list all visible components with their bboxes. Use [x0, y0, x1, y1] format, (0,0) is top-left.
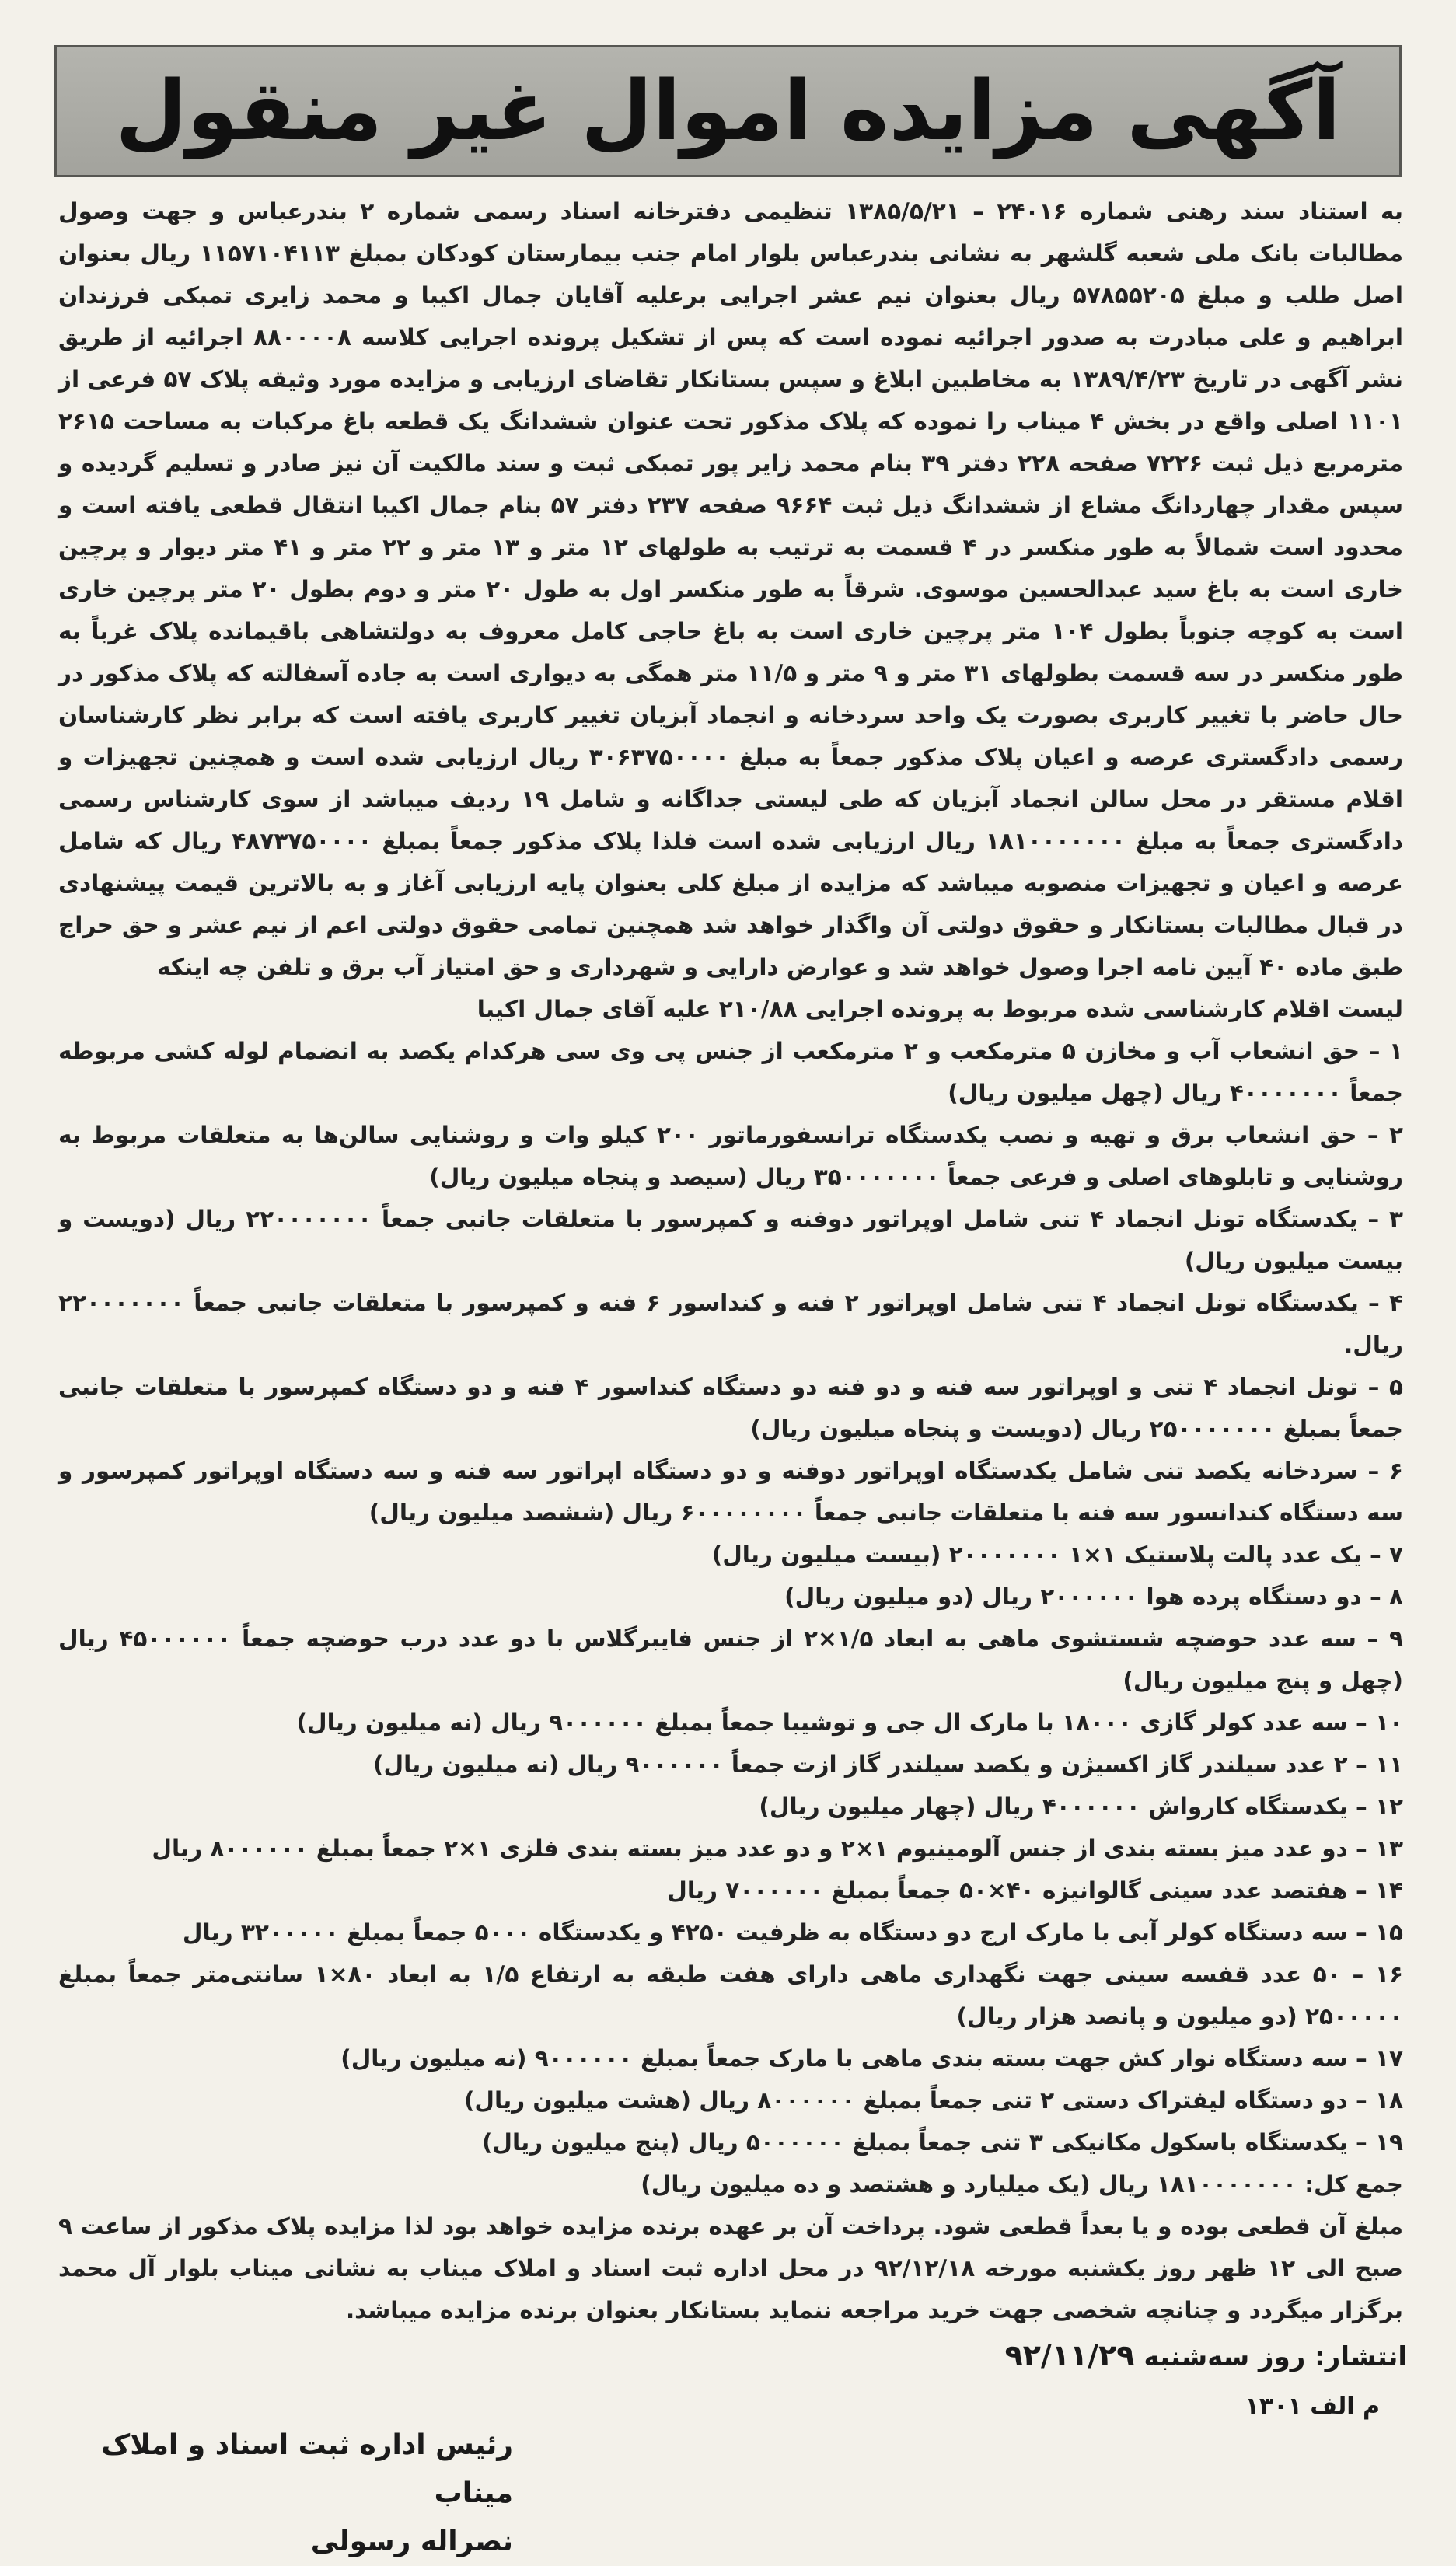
list-item: ۲ – حق انشعاب برق و تهیه و نصب یکدستگاه ترانسفورماتور ۲۰۰ کیلو وات و روشنایی سالن‌ها به متعلقات مربوط به روشنایی و تابلوهای اصلی و فرعی جمعاً ۳۵۰۰۰۰۰۰۰ ریال (سیصد و پنجاه میلیون ریال)	[58, 1122, 1403, 1190]
list-item: ۱۰ – سه عدد کولر گازی ۱۸۰۰۰ با مارک ال جی و توشیبا جمعاً بمبلغ ۹۰۰۰۰۰۰ ریال (نه میلیون ریال)	[296, 1709, 1403, 1736]
notice-body	[58, 190, 1403, 2331]
publication-label: انتشار: روز سه‌شنبه	[1144, 2341, 1407, 2372]
intro-paragraph: به استناد سند رهنی شماره ۲۴۰۱۶ – ۱۳۸۵/۵/۲۱ تنظیمی دفترخانه اسناد رسمی شماره ۲ بندرعباس و جهت وصول مطالبات بانک ملی شعبه گلشهر به نشانی بندرعباس بلوار امام جنب بیمارستان کودکان بمبلغ ۱۱۵۷۱۰۴۱۱۳ ریال بعنوان اصل طلب و مبلغ ۵۷۸۵۵۲۰۵ ریال بعنوان نیم عشر اجرایی برعلیه آقایان جمال اکیبا و محمد زایری تمبکی فرزندان ابراهیم و علی مبادرت به صدور اجرائیه نموده است که پس از تشکیل پرونده اجرایی کلاسه ۸۸۰۰۰۰۸ اجرائیه از طریق نشر آگهی در تاریخ ۱۳۸۹/۴/۲۳ به مخاطبین ابلاغ و سپس بستانکار تقاضای ارزیابی و مزایده مورد وثیقه پلاک ۵۷ فرعی از ۱۱۰۱ اصلی واقع در بخش ۴ میناب را نموده که پلاک مذکور تحت عنوان ششدانگ یک قطعه باغ مرکبات به مساحت ۲۶۱۵ مترمربع ذیل ثبت ۷۲۲۶ صفحه ۲۲۸ دفتر ۳۹ بنام محمد زایر پور تمبکی ثبت و سند مالکیت آن نیز صادر و تسلیم گردیده و سپس مقدار چهاردانگ مشاع از ششدانگ ذیل ثبت ۹۶۶۴ صفحه ۲۳۷ دفتر ۵۷ بنام جمال اکیبا انتقال قطعی یافته است و محدود است شمالاً به طور منکسر در ۴ قسمت به ترتیب به طولهای ۱۲ متر و ۱۳ متر و ۲۲ متر و ۴۱ متر دیوار و پرچین خاری است به باغ سید عبدالحسین موسوی. شرقاً به طور منکسر اول به طول ۲۰ متر و دوم بطول ۲۰ متر پرچین خاری است به کوچه جنوباً بطول ۱۰۴ متر پرچین خاری است به باغ حاجی کامل معروف به دولتشاهی باقیمانده پلاک غرباً به طور منکسر در سه قسمت بطولهای ۳۱ متر و ۹ متر و ۱۱/۵ متر همگی به دیواری است به جاده آسفالته که پلاک مذکور در حال حاضر با تغییر کاربری بصورت یک واحد سردخانه و انجماد آبزیان تغییر کاربری یافته است که برابر نظر کارشناسان رسمی دادگستری عرصه و اعیان پلاک مذکور جمعاً به مبلغ ۳۰۶۳۷۵۰۰۰۰ ریال ارزیابی شده است و همچنین تجهیزات و اقلام مستقر در محل سالن انجماد آبزیان که طی لیستی جداگانه و شامل ۱۹ ردیف میباشد از سوی کارشناس رسمی دادگستری جمعاً به مبلغ ۱۸۱۰۰۰۰۰۰۰ ریال ارزیابی شده است فلذا پلاک مذکور جمعاً بمبلغ ۴۸۷۳۷۵۰۰۰۰ ریال که شامل عرصه و اعیان و تجهیزات منصوبه میباشد که مزایده از مبلغ کلی بعنوان پایه ارزیابی آغاز و به بالاترین قیمت پیشنهادی در قبال مطالبات بستانکار و حقوق دولتی آن واگذار خواهد شد همچنین تمامی حقوق دولتی اعم از نیم عشر و حق حراج طبق ماده ۴۰ آیین نامه اجرا وصول خواهد شد و عوارض دارایی و شهرداری و حق امتیاز آب برق و تلفن چه اینکه	[58, 198, 1404, 980]
list-item: ۱۸ – دو دستگاه لیفتراک دستی ۲ تنی جمعاً بمبلغ ۸۰۰۰۰۰۰ ریال (هشت میلیون ریال)	[463, 2087, 1403, 2114]
list-item: ۱۱ – ۲ عدد سیلندر گاز اکسیژن و یکصد سیلندر گاز ازت جمعاً ۹۰۰۰۰۰۰ ریال (نه میلیون ریال)	[372, 1751, 1403, 1778]
signature-block	[47, 2421, 513, 2566]
publication-line	[62, 2336, 1407, 2376]
list-item: ۶ – سردخانه یکصد تنی شامل یکدستگاه اوپراتور دوفنه و دو دستگاه اپراتور سه فنه و سه دستگاه اوپراتور کمپرسور و سه دستگاه کندانسور سه فنه با متعلقات جانبی جمعاً ۶۰۰۰۰۰۰۰۰ ریال (ششصد میلیون ریال)	[58, 1458, 1403, 1526]
list-item: ۷ – یک عدد پالت پلاستیک ۱×۱ ۲۰۰۰۰۰۰۰ (بیست میلیون ریال)	[711, 1541, 1403, 1568]
signer-title: رئیس اداره ثبت اسناد و املاک میناب	[101, 2429, 513, 2509]
list-item: ۱۳ – دو عدد میز بسته بندی از جنس آلومینیوم ۱×۲ و دو عدد میز بسته بندی فلزی ۱×۲ جمعاً بمبلغ ۸۰۰۰۰۰۰ ریال	[152, 1835, 1403, 1862]
title-banner	[54, 45, 1402, 177]
items-list-heading: لیست اقلام کارشناسی شده مربوط به پرونده اجرایی ۲۱۰/۸۸ علیه آقای جمال اکیبا	[477, 996, 1403, 1022]
publication-date: ۹۲/۱۱/۲۹	[1004, 2338, 1135, 2372]
list-item: ۵ – تونل انجماد ۴ تنی و اوپراتور سه فنه و دو فنه دو دستگاه کنداسور ۴ فنه و دو دستگاه کمپرسور با متعلقات جانبی جمعاً بمبلغ ۲۵۰۰۰۰۰۰۰ ریال (دویست و پنجاه میلیون ریال)	[58, 1374, 1403, 1442]
total-amount: جمع کل: ۱۸۱۰۰۰۰۰۰۰ ریال (یک میلیارد و هشتصد و ده میلیون ریال)	[641, 2171, 1403, 2198]
list-item: ۳ – یکدستگاه تونل انجماد ۴ تنی شامل اوپراتور دوفنه و کمپرسور با متعلقات جانبی جمعاً ۲۲۰۰۰۰۰۰۰ ریال (دویست و بیست میلیون ریال)	[58, 1206, 1403, 1274]
list-item: ۱۷ – سه دستگاه نوار کش جهت بسته بندی ماهی با مارک جمعاً بمبلغ ۹۰۰۰۰۰۰ (نه میلیون ریال)	[340, 2045, 1403, 2072]
list-item: ۱۶ – ۵۰ عدد قفسه سینی جهت نگهداری ماهی دارای هفت طبقه به ارتفاع ۱/۵ به ابعاد ۸۰×۱ سانتی‌متر جمعاً بمبلغ ۲۵۰۰۰۰۰ (دو میلیون و پانصد هزار ریال)	[58, 1961, 1403, 2030]
list-item: ۹ – سه عدد حوضچه شستشوی ماهی به ابعاد ۱/۵×۲ از جنس فایبرگلاس با دو عدد درب حوضچه جمعاً ۴۵۰۰۰۰۰۰ ریال (چهل و پنج میلیون ریال)	[58, 1625, 1403, 1694]
list-item: ۱ – حق انشعاب آب و مخازن ۵ مترمکعب و ۲ مترمکعب از جنس پی وی سی هرکدام یکصد به انضمام لوله کشی مربوطه جمعاً ۴۰۰۰۰۰۰۰ ریال (چهل میلیون ریال)	[58, 1038, 1404, 1106]
list-item: ۱۹ – یکدستگاه باسکول مکانیکی ۳ تنی جمعاً بمبلغ ۵۰۰۰۰۰۰ ریال (پنج میلیون ریال)	[481, 2129, 1403, 2156]
list-item: ۱۴ – هفتصد عدد سینی گالوانیزه ۴۰×۵۰ جمعاً بمبلغ ۷۰۰۰۰۰۰ ریال	[667, 1877, 1403, 1904]
items-list	[58, 1030, 1403, 2163]
signer-name: نصراله رسولی	[310, 2526, 513, 2557]
list-item: ۸ – دو دستگاه پرده هوا ۲۰۰۰۰۰۰ ریال (دو میلیون ریال)	[784, 1583, 1403, 1610]
list-item: ۱۵ – سه دستگاه کولر آبی با مارک ارج دو دستگاه به ظرفیت ۴۲۵۰ و یکدستگاه ۵۰۰۰ جمعاً بمبلغ ۳۲۰۰۰۰۰ ریال	[182, 1919, 1403, 1946]
list-item: ۴ – یکدستگاه تونل انجماد ۴ تنی شامل اوپراتور ۲ فنه و کنداسور ۶ فنه و کمپرسور با متعلقات جانبی جمعاً ۲۲۰۰۰۰۰۰۰ ریال.	[58, 1290, 1403, 1358]
list-item: ۱۲ – یکدستگاه کارواش ۴۰۰۰۰۰۰ ریال (چهار میلیون ریال)	[759, 1793, 1403, 1820]
reference-number: م الف ۱۳۰۱	[1245, 2393, 1380, 2420]
closing-paragraph: مبلغ آن قطعی بوده و یا بعداً قطعی شود. پرداخت آن بر عهده برنده مزایده خواهد بود لذا مزایده پلاک مذکور از ساعت ۹ صبح الی ۱۲ ظهر روز یکشنبه مورخه ۹۲/۱۲/۱۸ در محل اداره ثبت اسناد و املاک میناب به نشانی میناب بلوار آل محمد برگزار میگردد و چنانچه شخصی جهت خرید مراجعه ننماید بستانکار بعنوان برنده مزایده میباشد.	[58, 2213, 1404, 2323]
notice-title: آگهی مزایده اموال غیر منقول	[115, 63, 1341, 159]
